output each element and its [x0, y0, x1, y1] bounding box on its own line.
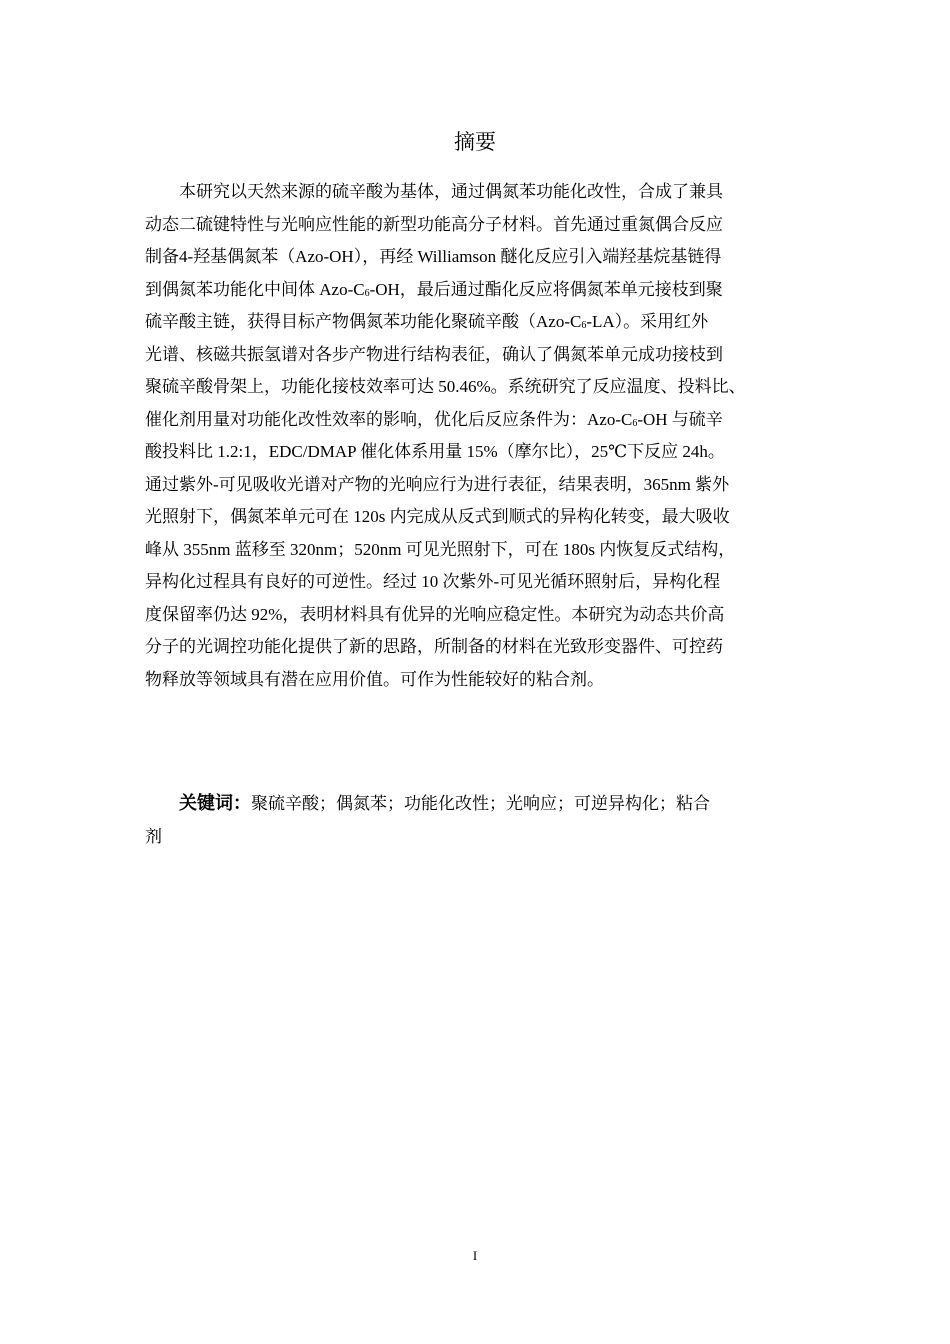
abstract-text: 硫辛酸主链，获得目标产物偶氮苯功能化聚硫辛酸（Azo-C	[145, 312, 582, 331]
abstract-text: 物释放等领域具有潜在应用价值。可作为性能较好的粘合剂。	[145, 669, 604, 689]
subscript: 6	[364, 287, 370, 299]
abstract-text: 到偶氮苯功能化中间体 Azo-C	[145, 279, 365, 299]
abstract-text: 聚硫辛酸骨架上，功能化接枝效率可达 50.46%。系统研究了反应温度、投料比、	[145, 377, 746, 396]
abstract-title: 摘要	[454, 130, 496, 154]
abstract-line	[145, 274, 805, 307]
abstract-text: -OH 与硫辛	[637, 409, 723, 429]
abstract-text: 通过紫外-可见吸收光谱对产物的光响应行为进行表征，结果表明，365nm 紫外	[145, 474, 730, 494]
abstract-body	[145, 176, 805, 696]
abstract-line	[145, 371, 805, 404]
abstract-text: 光照射下，偶氮苯单元可在 120s 内完成从反式到顺式的异构化转变，最大吸收	[145, 507, 730, 526]
abstract-line	[145, 501, 805, 534]
abstract-line	[145, 176, 805, 209]
abstract-line	[145, 241, 805, 274]
abstract-text: -LA）。采用红外	[586, 312, 709, 331]
abstract-text: 光谱、核磁共振氢谱对各步产物进行结构表征，确认了偶氮苯单元成功接枝到	[145, 344, 723, 364]
abstract-text: 制备4-羟基偶氮苯（Azo-OH），再经 Williamson 醚化反应引入端羟基烷基链得	[145, 247, 722, 266]
keywords-line	[145, 821, 805, 854]
subscript: 6	[581, 320, 587, 331]
abstract-text: 分子的光调控功能化提供了新的思路，所制备的材料在光致形变器件、可控药	[145, 637, 723, 656]
keywords-text: 聚硫辛酸；偶氮苯；功能化改性；光响应；可逆异构化；粘合	[251, 794, 710, 813]
abstract-text: 异构化过程具有良好的可逆性。经过 10 次紫外-可见光循环照射后，异构化程	[145, 572, 721, 591]
abstract-line	[145, 566, 805, 599]
abstract-text: 本研究以天然来源的硫辛酸为基体，通过偶氮苯功能化改性，合成了兼具	[179, 182, 723, 201]
abstract-line	[145, 469, 805, 502]
keywords-section	[145, 788, 805, 853]
keywords-line	[145, 788, 805, 821]
abstract-line	[145, 664, 805, 697]
keywords-text: 剂	[145, 826, 162, 846]
abstract-text: -OH，最后通过酯化反应将偶氮苯单元接枝到聚	[369, 279, 723, 299]
subscript: 6	[632, 417, 638, 429]
abstract-text: 度保留率仍达 92%，表明材料具有优异的光响应稳定性。本研究为动态共价高	[145, 604, 725, 624]
abstract-line	[145, 306, 805, 339]
abstract-text: 峰从 355nm 蓝移至 320nm；520nm 可见光照射下，可在 180s 内恢复反式结构，	[145, 539, 736, 559]
abstract-line	[145, 534, 805, 567]
keywords-label: 关键词：	[179, 793, 251, 814]
abstract-line	[145, 599, 805, 632]
abstract-line	[145, 631, 805, 664]
abstract-line	[145, 436, 805, 469]
abstract-text: 酸投料比 1.2:1，EDC/DMAP 催化体系用量 15%（摩尔比），25℃下反应 24h。	[145, 442, 725, 461]
abstract-line	[145, 209, 805, 242]
abstract-text: 催化剂用量对功能化改性效率的影响，优化后反应条件为：Azo-C	[145, 409, 633, 429]
page-number: I	[472, 1248, 478, 1263]
abstract-text: 动态二硫键特性与光响应性能的新型功能高分子材料。首先通过重氮偶合反应	[145, 214, 723, 234]
abstract-line	[145, 339, 805, 372]
abstract-line	[145, 404, 805, 437]
